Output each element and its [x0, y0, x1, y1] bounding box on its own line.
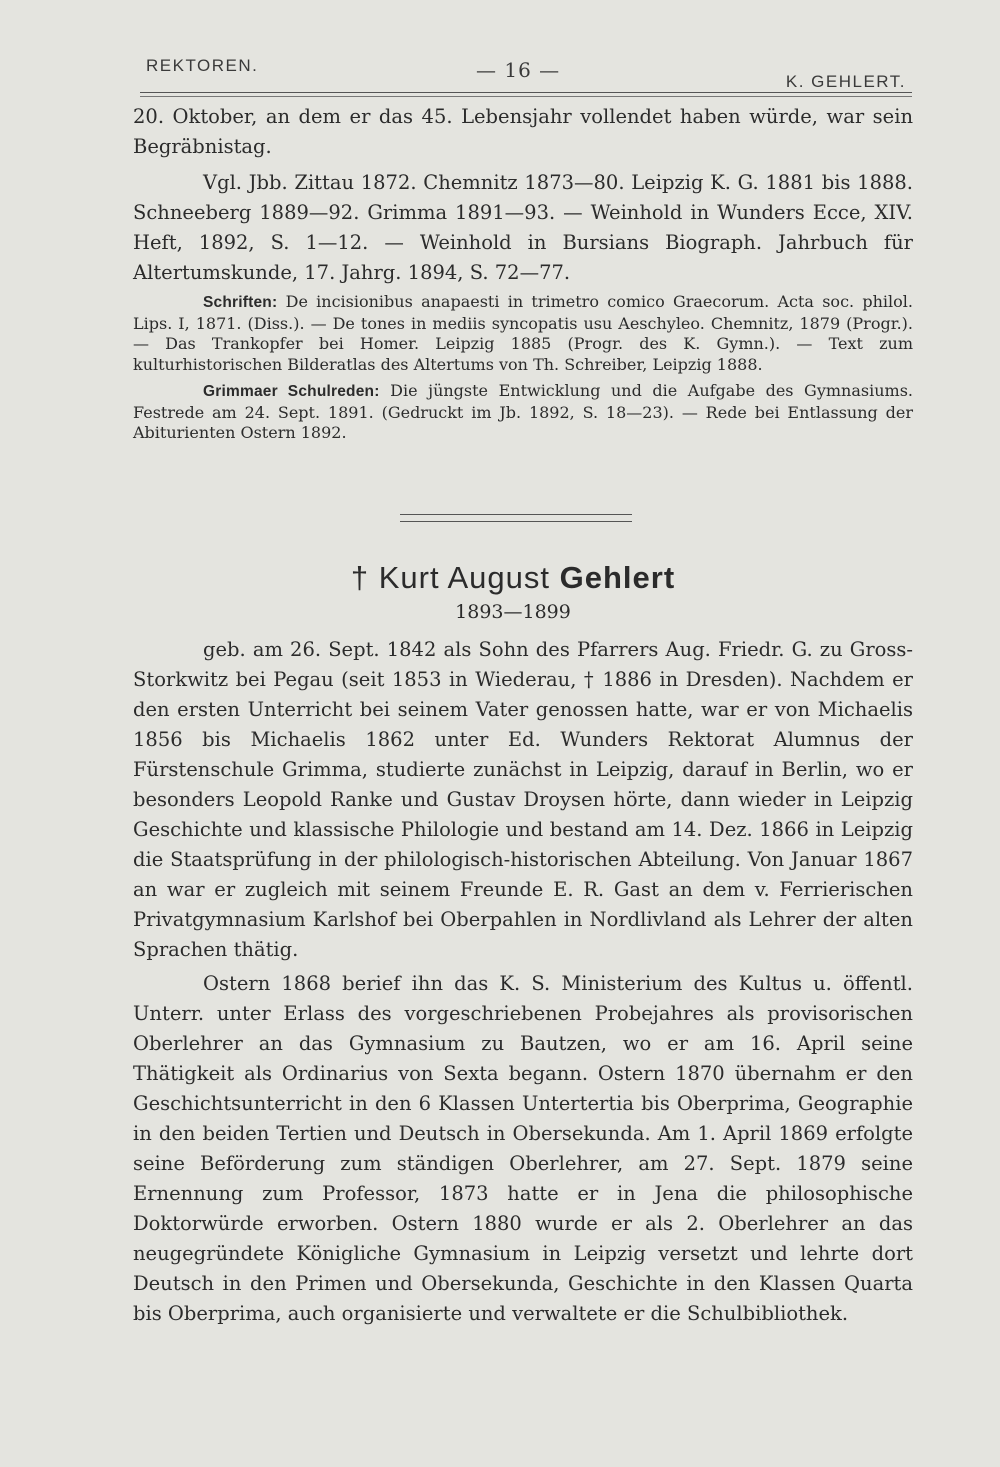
writings-paragraph — [133, 292, 913, 375]
biography-paragraph-2: Ostern 1868 berief ihn das K. S. Ministerium des Kultus u. öffentl. Unterr. unter Erlass des vorgeschriebenen Probejahres als provisorischen Oberlehrer an das Gymnasium zu Bautzen, wo er am 16. April seine Thätigkeit als Ordinarius von Sexta begann. Ostern 1870 übernahm er den Geschichtsunterricht in den 6 Klassen Untertertia bis Oberprima, Geographie in den beiden Tertien und Deutsch in Obersekunda. Am 1. April 1869 erfolgte seine Beförderung zum ständigen Oberlehrer, am 27. Sept. 1879 seine Ernennung zum Professor, 1873 hatte er in Jena die philosophische Doktorwürde erworben. Ostern 1880 wurde er als 2. Oberlehrer an das neugegründete Königliche Gymnasium in Leipzig versetzt und lehrte dort Deutsch in den Primen und Obersekunda, Geschichte in den Klassen Quarta bis Oberprima, auch organisierte und verwaltete er die Schulbibliothek. — [133, 972, 913, 1325]
entry-body — [133, 635, 913, 1329]
section-divider — [400, 514, 632, 522]
page-number: — 16 — — [476, 58, 561, 82]
header-section-title: REKTOREN. — [146, 56, 259, 75]
writings-label: Schriften: — [203, 294, 278, 311]
biography-paragraph-1: geb. am 26. Sept. 1842 als Sohn des Pfarrers Aug. Friedr. G. zu Gross-Storkwitz bei Pegau (seit 1853 in Wiederau, † 1886 in Dresden). Nachdem er den ersten Unterricht bei seinem Vater genossen hatte, war er von Michaelis 1856 bis Michaelis 1862 unter Ed. Wunders Rektorat Alumnus der Fürstenschule Grimma, studierte zunächst in Leipzig, darauf in Berlin, wo er besonders Leopold Ranke und Gustav Droysen hörte, dann wieder in Leipzig Geschichte und klassische Philologie und bestand am 14. Dez. 1866 in Leipzig die Staatsprüfung in der philologisch-historischen Abteilung. Von Januar 1867 an war er zugleich mit seinem Freunde E. R. Gast an dem v. Ferrierischen Privatgymnasium Karlshof bei Oberpahlen in Nordlivland als Lehrer der alten Sprachen thätig. — [133, 638, 913, 961]
header-rule — [140, 92, 912, 93]
running-header — [146, 56, 906, 90]
given-names: Kurt August — [378, 560, 550, 595]
school-speeches-label: Grimmaer Schulreden: — [203, 383, 380, 400]
school-speeches-text: Die jüngste Entwicklung und die Aufgabe des Gymnasiums. Festrede am 24. Sept. 1891. (Gedruckt im Jb. 1892, S. 18—23). — Rede bei Entlassung der Abiturienten Ostern 1892. — [133, 381, 913, 442]
dagger-symbol: † — [350, 560, 370, 595]
header-rule-secondary — [140, 96, 912, 97]
surname: Gehlert — [559, 560, 676, 595]
previous-entry-ending — [133, 102, 913, 444]
header-person-name: K. GEHLERT. — [785, 72, 906, 91]
burial-paragraph: 20. Oktober, an dem er das 45. Lebensjahr vollendet haben würde, war sein Begräbnistag. — [133, 105, 913, 158]
references-paragraph: Vgl. Jbb. Zittau 1872. Chemnitz 1873—80. Leipzig K. G. 1881 bis 1888. Schneeberg 1889—92. Grimma 1891—93. — Weinhold in Wunders Ecce, XIV. Heft, 1892, S. 1—12. — Weinhold in Bursians Biograph. Jahrbuch für Altertumskunde, 17. Jahrg. 1894, S. 72—77. — [133, 171, 913, 284]
entry-title — [133, 560, 893, 596]
school-speeches-paragraph — [133, 381, 913, 444]
writings-text: De incisionibus anapaesti in trimetro comico Graecorum. Acta soc. philol. Lips. I, 1871. (Diss.). — De tones in mediis syncopatis usu Aeschyleo. Chemnitz, 1879 (Progr.). — Das Trankopfer bei Homer. Leipzig 1885 (Progr. des K. Gymn.). — Text zum kulturhistorischen Bilderatlas des Altertums von Th. Schreiber, Leipzig 1888. — [133, 292, 913, 374]
tenure-years: 1893—1899 — [455, 601, 571, 623]
